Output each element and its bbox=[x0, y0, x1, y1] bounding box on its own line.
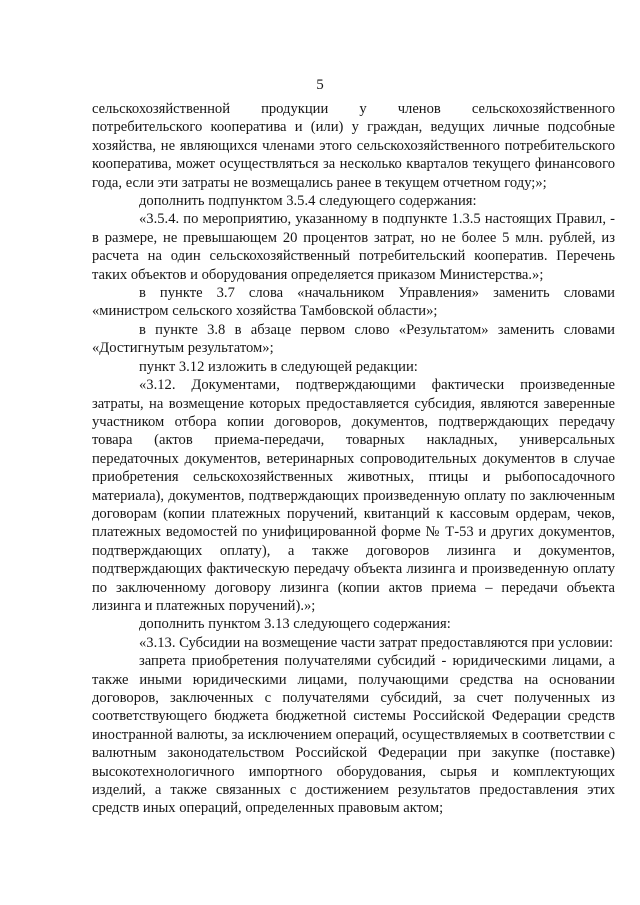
paragraph: «3.12. Документами, подтверждающими фактически произведенные затраты, на возмещение которых предоставляется субсидия, являются заверенные участником отбора копии договоров, документов, подтверждающих передачу товара (актов приема-передачи, товарных накладных, универсальных передаточных документов, ветеринарных сопроводительных документов в случае приобретения сельскохозяйственных животных, птицы и рыбопосадочного материала), документов, подтверждающих произведенную оплату по заключенным договорам (копии платежных поручений, квитанций к кассовым ордерам, чеков, платежных ведомостей по унифицированной форме № Т-53 и других документов, подтверждающих оплату), а также договоров лизинга и документов, подтверждающих фактическую передачу объекта лизинга и произведенную оплату по заключенному договору лизинга (копии актов приема – передачи объекта лизинга и платежных поручений).»; bbox=[92, 377, 615, 614]
paragraph: в пункте 3.8 в абзаце первом слово «Результатом» заменить словами «Достигнутым результатом»; bbox=[92, 321, 615, 357]
paragraph: дополнить подпунктом 3.5.4 следующего содержания: bbox=[139, 193, 477, 210]
paragraph: запрета приобретения получателями субсидий - юридическими лицами, а также иными юридическими лицами, получающими средства на основании договоров, заключенных с получателями субсидий, за счет полученных из соответствующего бюджета бюджетной системы Российской Федерации средств иностранной валюты, за исключением операций, осуществляемых в соответствии с валютным законодательством Российской Федерации при закупке (поставке) высокотехнологичного импортного оборудования, сырья и комплектующих изделий, а также связанных с достижением результатов предоставления этих средств иных операций, определенных правовым актом; bbox=[92, 653, 615, 817]
page-number: 5 bbox=[316, 77, 324, 93]
paragraph: пункт 3.12 изложить в следующей редакции: bbox=[139, 358, 418, 375]
paragraph: «3.5.4. по мероприятию, указанному в подпункте 1.3.5 настоящих Правил, - в размере, не превышающем 20 процентов затрат, но не более 5 млн. рублей, из расчета на один сельскохозяйственный потребительский кооператив. Перечень таких объектов и оборудования определяется приказом Министерства.»; bbox=[92, 211, 615, 283]
paragraph: дополнить пунктом 3.13 следующего содержания: bbox=[139, 616, 451, 633]
paragraph: «3.13. Субсидии на возмещение части затрат предоставляются при условии: bbox=[139, 634, 614, 651]
document-body bbox=[92, 100, 615, 818]
paragraph: сельскохозяйственной продукции у членов сельскохозяйственного потребительского кооператива и (или) у граждан, ведущих личные подсобные хозяйства, не являющихся членами этого сельскохозяйственного потребительского кооператива, может осуществляться за несколько кварталов текущего финансового года, если эти затраты не возмещались ранее в текущем отчетном году;»; bbox=[92, 101, 615, 191]
paragraph: в пункте 3.7 слова «начальником Управления» заменить словами «министром сельского хозяйства Тамбовской области»; bbox=[92, 285, 615, 320]
